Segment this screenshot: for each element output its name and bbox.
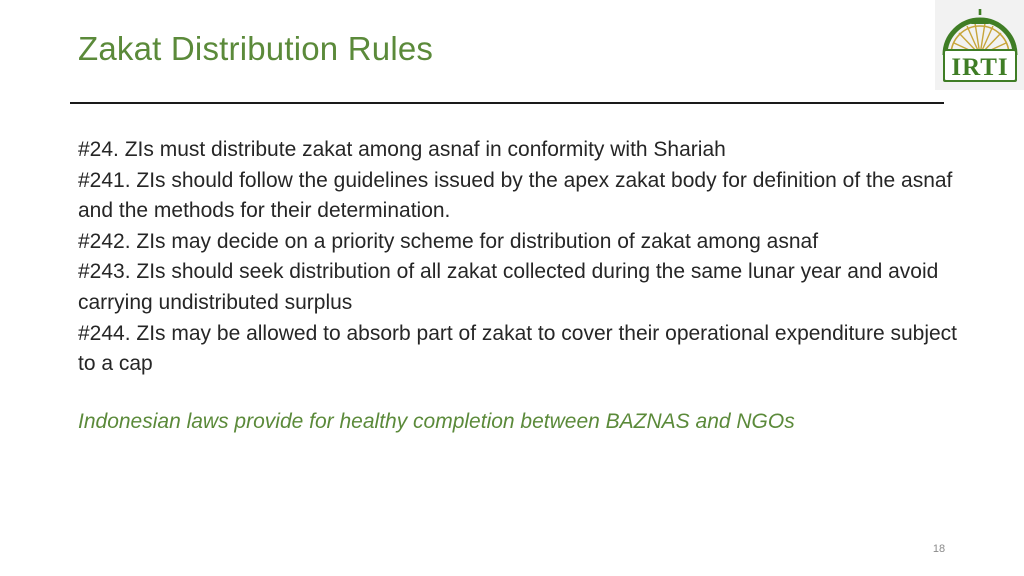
rule-item: #244. ZIs may be allowed to absorb part of zakat to cover their operational expenditure subject to a cap: [78, 321, 958, 376]
rule-item: #24. ZIs must distribute zakat among asnaf in conformity with Shariah: [78, 138, 726, 161]
rules-list: [78, 135, 958, 380]
title-divider: [70, 102, 944, 104]
logo-text: IRTI: [951, 54, 1009, 81]
logo: [935, 0, 1024, 90]
rule-item: #242. ZIs may decide on a priority scheme for distribution of zakat among asnaf: [78, 229, 819, 253]
page-number: 18: [932, 543, 946, 555]
slide-title: Zakat Distribution Rules: [78, 30, 434, 67]
rule-item: #241. ZIs should follow the guidelines issued by the apex zakat body for definition of the asnaf and the methods for their determination.: [78, 168, 953, 223]
irti-logo-icon: [941, 3, 1019, 87]
highlight-note: Indonesian laws provide for healthy completion between BAZNAS and NGOs: [78, 410, 795, 433]
rule-item: #243. ZIs should seek distribution of all zakat collected during the same lunar year and avoid carrying undistributed surplus: [78, 260, 939, 314]
